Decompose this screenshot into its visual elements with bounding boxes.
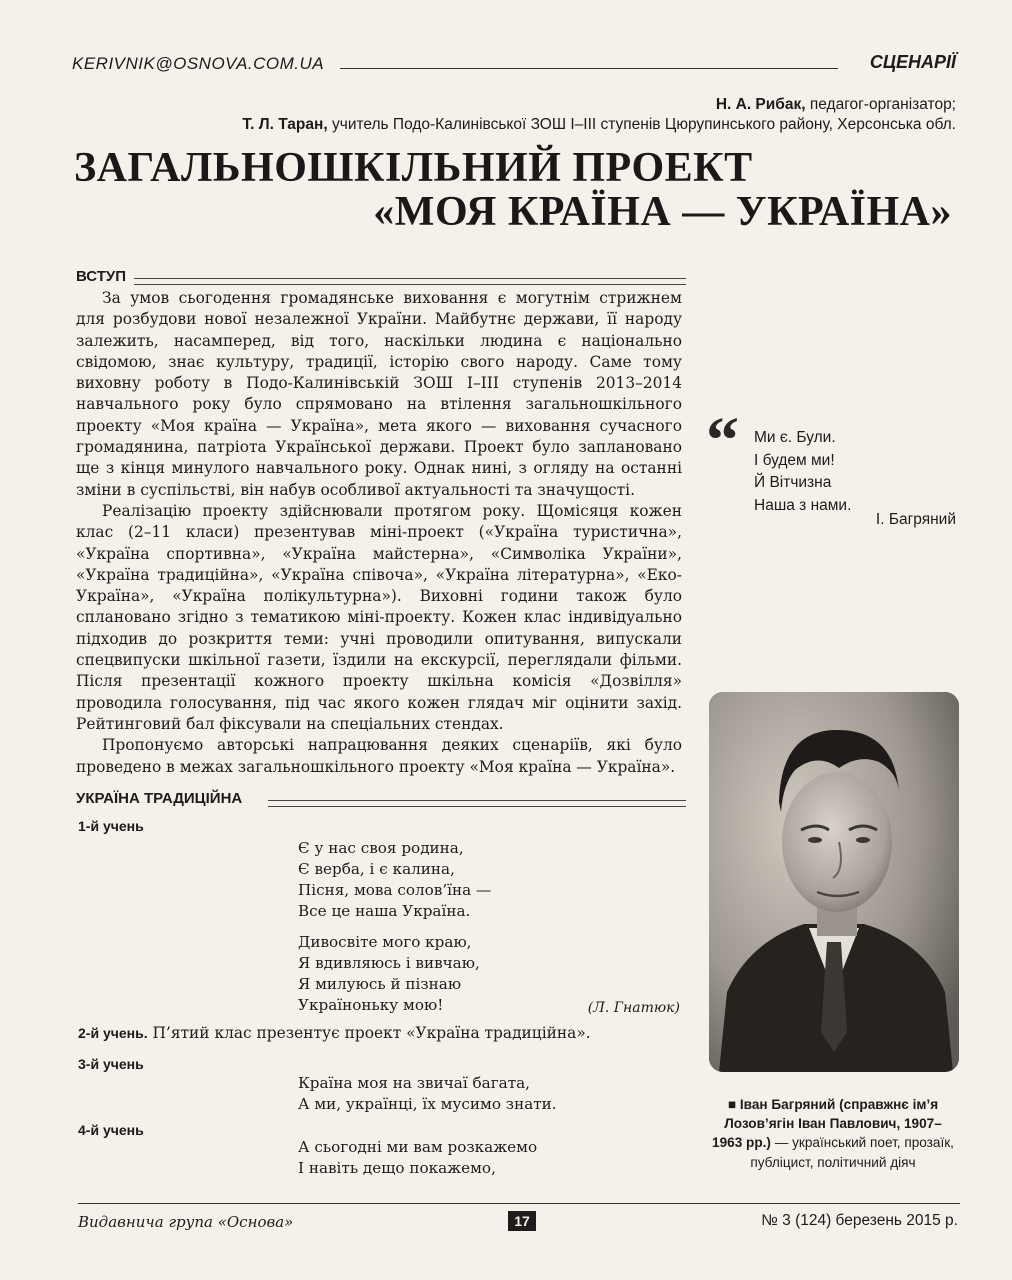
- footer-issue: № 3 (124) березень 2015 р.: [761, 1212, 958, 1229]
- header-rule: [340, 68, 838, 69]
- footer-publisher: Видавнича група «Основа»: [78, 1213, 294, 1231]
- poem-stanza: [298, 838, 491, 1016]
- section-heading-intro: [76, 268, 686, 288]
- caption-bold: Іван Багряний (справжнє ім’я Лозов’ягін Іван Павлович, 1907–1963 рр.): [712, 1097, 942, 1151]
- caption-text: — український поет, прозаїк, публіцист, політичний діяч: [750, 1135, 954, 1170]
- article-title: [74, 146, 958, 234]
- speaker-label: 4-й учень: [78, 1122, 144, 1138]
- poem-line: Я милуюсь й пізнаю: [298, 975, 462, 993]
- poem-line: Є у нас своя родина,: [298, 839, 464, 857]
- author-name: Н. А. Рибак,: [715, 96, 806, 113]
- title-line-1: ЗАГАЛЬНОШКІЛЬНИЙ ПРОЕКТ: [74, 145, 753, 191]
- quote-mark-icon: “: [706, 404, 739, 477]
- poem-line: Пісня, мова солов’їна —: [298, 881, 492, 899]
- portrait-photo: [709, 692, 959, 1072]
- poem-line: Є верба, і є калина,: [298, 860, 455, 878]
- paragraph: Реалізацію проекту здійснювали протягом року. Щомісяця кожен клас (2–11 класи) презентував міні-проект («Україна туристична», «Україна спортивна», «Україна майстерна», «Символіка України», «Україна традиційна», «Україна співоча», «Україна літературна», «Еко-Україна», «Україна полікультурна»). Виховні години також було сплановано згідно з тематикою міні-проекту. Кожен клас індивідуально підходив до розкриття теми: учні проводили опитування, випускали спецвипуски шкільної газети, їздили на екскурсії, переглядали фільми. Після презентації кожного проекту шкільна комісія «Дозвілля» проводила голосування, під час якого кожен глядач міг оцінити захід. Рейтинговий бал фіксували на спеціальних стендах.: [76, 501, 682, 733]
- portrait-illustration: [709, 692, 959, 1072]
- paragraph: Пропонуємо авторські напрацювання деяких сценаріїв, які було проведено в межах загальношкільного проекту «Моя країна — Україна».: [76, 736, 682, 776]
- stanza-gap: [298, 922, 491, 932]
- speaker-line-2: [78, 1024, 591, 1042]
- author-line-2: [242, 116, 956, 134]
- poem-line: Все це наша Україна.: [298, 902, 471, 920]
- paragraph: За умов сьогодення громадянське виховання є могутнім стрижнем для розбудови нової незалежної України. Майбутнє держави, її народу залежить, насамперед, від того, наскільки людина є національно свідомою, знає культуру, традиції, історію свого народу. Саме тому виховну роботу в Подо-Калинівській ЗОШ І–ІІІ ступенів 2013–2014 навчального року було спрямовано на втілення загальношкільного проекту «Моя країна — Україна», мета якого — виховання сучасного громадянина, патріота Української держави. Проект було заплановано ще з кінця минулого навчального року. Однак нині, з огляду на останні зміни в суспільстві, він набув особливої актуальності та значущості.: [76, 289, 682, 499]
- poem-stanza: [298, 1137, 537, 1179]
- poem-line: Країна моя на звичаї багата,: [298, 1074, 530, 1092]
- poem-line: А сьогодні ми вам розкажемо: [298, 1138, 538, 1156]
- section-heading-text: УКРАЇНА ТРАДИЦІЙНА: [76, 790, 243, 807]
- author-role: учитель Подо-Калинівської ЗОШ І–ІІІ ступенів Цюрупинського району, Херсонська обл.: [327, 116, 956, 133]
- caption-bullet-icon: ■: [727, 1097, 740, 1112]
- quote-line: Ми є. Були.: [754, 429, 836, 446]
- author-role: педагог-організатор;: [805, 96, 956, 113]
- speaker-label: 2-й учень.: [78, 1025, 148, 1041]
- quote-line: І будем ми!: [754, 451, 835, 469]
- poem-line: Я вдивляюсь і вивчаю,: [298, 954, 480, 972]
- quote-line: Наша з нами.: [754, 496, 852, 514]
- author-line-1: [716, 96, 956, 114]
- poem-attribution: (Л. Гнатюк): [587, 1000, 680, 1016]
- epigraph-quote: [754, 427, 851, 517]
- poem-line: Дивосвіте мого краю,: [298, 933, 472, 951]
- section-heading-rule: [268, 800, 686, 807]
- section-heading-text: ВСТУП: [76, 268, 126, 285]
- photo-caption: [710, 1095, 956, 1172]
- speaker-label: 1-й учень: [78, 818, 144, 834]
- poem-line: А ми, українці, їх мусимо знати.: [298, 1095, 557, 1113]
- quote-line: Й Вітчизна: [754, 474, 832, 492]
- page-number: 17: [508, 1211, 536, 1231]
- quote-author: І. Багряний: [875, 511, 956, 528]
- poem-line: Україноньку мою!: [298, 996, 444, 1014]
- speaker-label: 3-й учень: [78, 1056, 144, 1072]
- header-section-name: СЦЕНАРІЇ: [869, 52, 956, 72]
- section-heading-tradition: [76, 790, 686, 810]
- footer-rule: [78, 1203, 960, 1204]
- title-line-2: «МОЯ КРАЇНА — УКРАЇНА»: [373, 189, 952, 235]
- poem-stanza: [298, 1073, 557, 1115]
- page-header: [72, 52, 956, 80]
- header-email[interactable]: KERIVNIK@OSNOVA.COM.UA: [72, 54, 325, 73]
- speaker-text: П’ятий клас презентує проект «Україна традиційна».: [147, 1024, 591, 1042]
- intro-text: [76, 288, 682, 778]
- section-heading-rule: [134, 278, 686, 285]
- author-name: Т. Л. Таран,: [242, 116, 328, 133]
- poem-line: І навіть дещо покажемо,: [298, 1159, 496, 1177]
